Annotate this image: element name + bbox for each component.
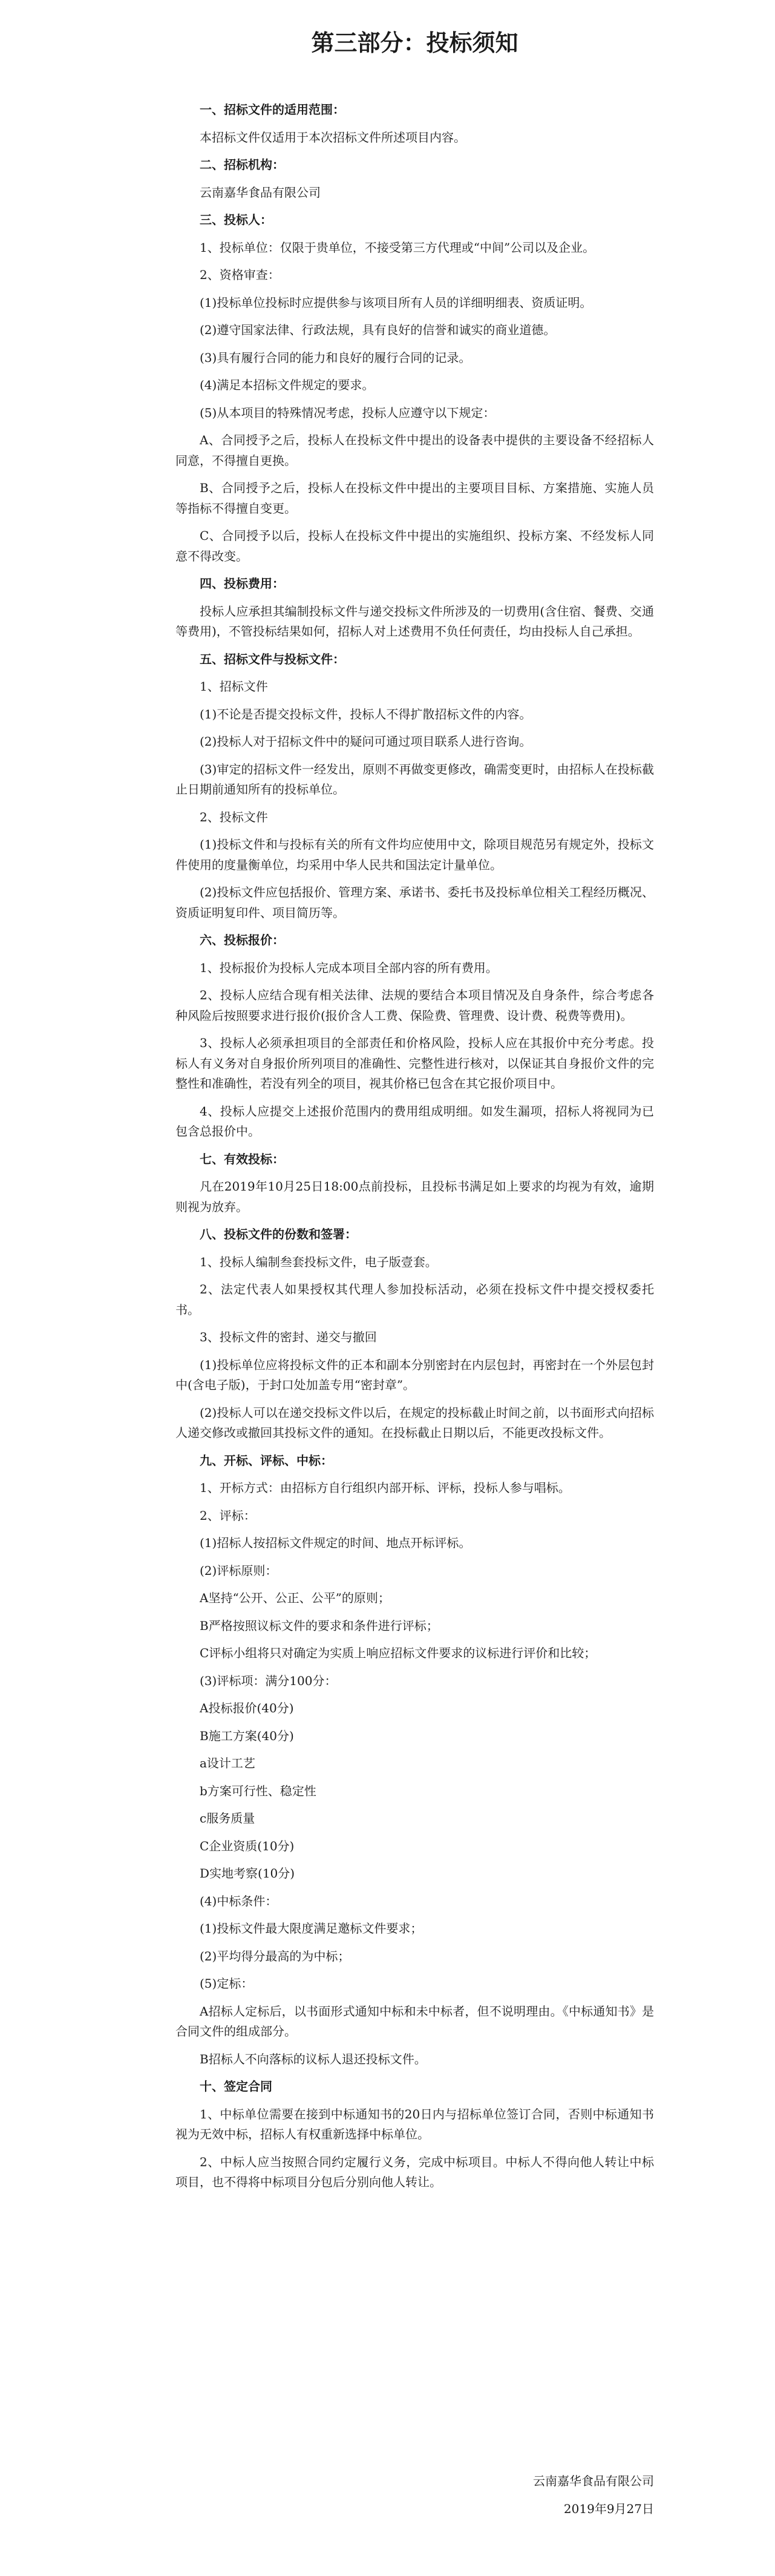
paragraph: B、合同授予之后，投标人在投标文件中提出的主要项目目标、方案措施、实施人员等指标不得擅自变更。 [175,481,654,516]
paragraph: 2、投标人应结合现有相关法律、法规的要结合本项目情况及自身条件，综合考虑各种风险后按照要求进行报价(报价含人工费、保险费、管理费、设计费、税费等费用)。 [175,988,654,1023]
paragraph: 投标人应承担其编制投标文件与递交投标文件所涉及的一切费用(含住宿、餐费、交通等费用)，不管投标结果如何，招标人对上述费用不负任何责任，均由投标人自己承担。 [175,603,654,639]
paragraph: (1)招标人按招标文件规定的时间、地点开标评标。 [200,1536,471,1550]
paragraph: 2、评标： [200,1508,256,1523]
paragraph: (5)定标： [200,1976,253,1991]
document-body [175,100,654,2193]
paragraph: 1、招标文件 [200,679,268,694]
paragraph: (3)具有履行合同的能力和良好的履行合同的记录。 [200,350,471,365]
document-title: 第三部分：投标须知 [311,29,518,56]
paragraph: 2、投标文件 [200,809,268,824]
signature-company: 云南嘉华食品有限公司 [533,2474,654,2488]
paragraph: 1、投标报价为投标人完成本项目全部内容的所有费用。 [200,960,498,975]
paragraph: 3、投标人必须承担项目的全部责任和价格风险，投标人应在其报价中充分考虑。投标人有义务对自身报价所列项目的准确性、完整性进行核对，以保证其自身报价文件的完整性和准确性，若没有列全的项目，视其价格已包含在其它报价项目中。 [175,1036,654,1091]
paragraph: 1、投标单位：仅限于贵单位，不接受第三方代理或“中间”公司以及企业。 [200,240,595,255]
paragraph: A、合同授予之后，投标人在投标文件中提出的设备表中提供的主要设备不经招标人同意，不得擅自更换。 [175,433,654,468]
paragraph: a设计工艺 [200,1756,255,1770]
paragraph: (2)评标原则： [200,1563,278,1578]
paragraph: A坚持“公开、公正、公平”的原则； [200,1591,390,1605]
paragraph: C评标小组将只对确定为实质上响应招标文件要求的议标进行评价和比较； [200,1646,597,1660]
section-heading: 三、投标人： [200,212,272,227]
paragraph: B施工方案(40分) [200,1728,294,1743]
paragraph: (4)满足本招标文件规定的要求。 [200,378,374,392]
paragraph: B招标人不向落标的议标人退还投标文件。 [200,2051,427,2066]
paragraph: 2、资格审查： [200,268,280,282]
paragraph: B严格按照议标文件的要求和条件进行评标； [200,1618,439,1633]
paragraph: (1)不论是否提交投标文件，投标人不得扩散招标文件的内容。 [200,706,532,721]
paragraph: (2)投标人对于招标文件中的疑问可通过项目联系人进行咨询。 [200,734,532,749]
paragraph: 1、中标单位需要在接到中标通知书的20日内与招标单位签订合同，否则中标通知书视为无效中标，招标人有权重新选择中标单位。 [175,2106,654,2141]
paragraph: (2)遵守国家法律、行政法规，具有良好的信誉和诚实的商业道德。 [200,323,556,337]
section-heading: 一、招标文件的适用范围： [200,102,345,117]
paragraph: C企业资质(10分) [200,1838,295,1853]
section-heading: 五、招标文件与投标文件： [200,651,345,666]
paragraph: 云南嘉华食品有限公司 [200,185,321,200]
paragraph: 1、开标方式：由招标方自行组织内部开标、评标，投标人参与唱标。 [200,1480,571,1495]
paragraph: b方案可行性、稳定性 [200,1783,316,1798]
paragraph: c服务质量 [200,1811,255,1825]
paragraph: (2)投标文件应包括报价、管理方案、承诺书、委托书及投标单位相关工程经历概况、资质证明复印件、项目简历等。 [175,885,654,920]
paragraph: 凡在2019年10月25日18:00点前投标，且投标书满足如上要求的均视为有效，逾期则视为放弃。 [175,1179,654,1214]
paragraph: (1)投标单位应将投标文件的正本和副本分别密封在内层包封，再密封在一个外层包封中(含电子版)，于封口处加盖专用“密封章”。 [175,1357,654,1392]
paragraph: 3、投标文件的密封、递交与撤回 [200,1330,377,1344]
paragraph: 2、中标人应当按照合同约定履行义务，完成中标项目。中标人不得向他人转让中标项目，也不得将中标项目分包后分别向他人转让。 [175,2154,654,2189]
paragraph: (2)平均得分最高的为中标； [200,1948,350,1963]
section-heading: 七、有效投标： [200,1151,284,1166]
paragraph: (2)投标人可以在递交投标文件以后，在规定的投标截止时间之前，以书面形式向招标人递交修改或撤回其投标文件的通知。在投标截止日期以后，不能更改投标文件。 [175,1405,654,1440]
section-heading: 十、签定合同 [200,2079,272,2094]
paragraph: (4)中标条件： [200,1893,278,1908]
paragraph: (1)投标单位投标时应提供参与该项目所有人员的详细明细表、资质证明。 [200,295,592,310]
paragraph: 本招标文件仅适用于本次招标文件所述项目内容。 [200,130,466,145]
paragraph: A招标人定标后，以书面形式通知中标和未中标者，但不说明理由。《中标通知书》是合同文件的组成部分。 [175,2003,654,2039]
section-heading: 四、投标费用： [200,576,284,591]
paragraph: 2、法定代表人如果授权其代理人参加投标活动，必须在投标文件中提交授权委托书。 [175,1282,654,1317]
section-heading: 二、招标机构： [200,157,284,172]
paragraph: 4、投标人应提交上述报价范围内的费用组成明细。如发生漏项，招标人将视同为已包含总报价中。 [175,1103,654,1138]
paragraph: (3)评标项：满分100分： [200,1673,337,1688]
section-heading: 九、开标、评标、中标： [200,1453,333,1468]
signature-date: 2019年9月27日 [563,2502,654,2516]
paragraph: (1)投标文件和与投标有关的所有文件均应使用中文，除项目规范另有规定外，投标文件使用的度量衡单位，均采用中华人民共和国法定计量单位。 [175,837,654,872]
paragraph: A投标报价(40分) [200,1701,294,1715]
paragraph: (1)投标文件最大限度满足邀标文件要求； [200,1921,423,1936]
section-heading: 六、投标报价： [200,933,284,947]
paragraph: D实地考察(10分) [200,1866,295,1881]
paragraph: (3)审定的招标文件一经发出，原则不再做变更修改，确需变更时，由招标人在投标截止日期前通知所有的投标单位。 [175,761,654,797]
paragraph: C、合同授予以后，投标人在投标文件中提出的实施组织、投标方案、不经发标人同意不得改变。 [175,528,654,564]
paragraph: 1、投标人编制叁套投标文件，电子版壹套。 [200,1254,437,1269]
paragraph: (5)从本项目的特殊情况考虑，投标人应遵守以下规定： [200,405,495,420]
section-heading: 八、投标文件的份数和签署： [200,1227,357,1241]
